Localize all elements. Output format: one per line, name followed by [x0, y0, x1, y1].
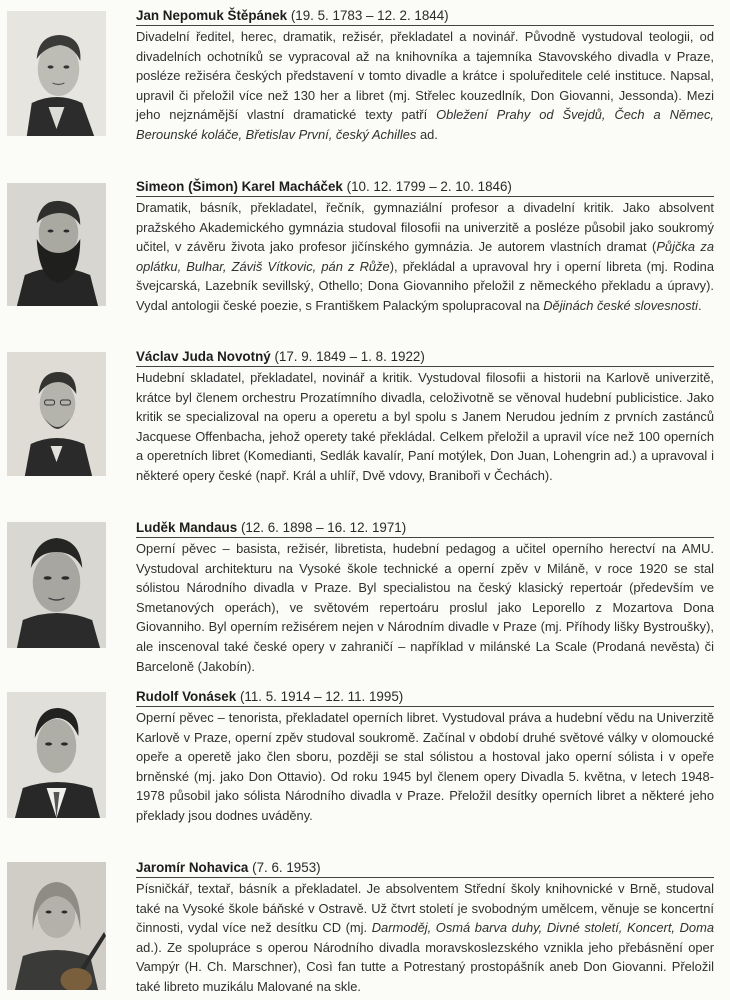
portrait-machacek	[7, 183, 106, 306]
italic-title-run: Půjčka za oplátku, Bulhar, Záviš Vítkovic, pán z Růže	[136, 239, 715, 274]
portrait-vonasek	[7, 692, 106, 818]
life-dates: (7. 6. 1953)	[252, 860, 321, 875]
life-dates: (19. 5. 1783 – 12. 2. 1844)	[290, 8, 449, 23]
bio-text-run: Hudební skladatel, překladatel, novinář a kritik. Vystudoval filosofii a historii na Karlově univerzitě, krátce byl členem orchestru Prozatímního divadla, celoživotně se věnoval hudební publicistice. Jako kritik se specializoval na operu a operetu a byl spolu s Janem Nerudou jedním z prvních zastánců Jacquese Offenbacha, jehož operety také překládal. Celkem přeložil a upravil více než 100 operních a operetních libret (Komedianti, Sedlák kavalír, Paní motýlek, Don Juan, Lohengrin ad.) a upravoval i některé opery české (např. Král a uhlíř, Dvě vdovy, Braniboři v Čechách).	[136, 370, 714, 483]
person-name: Luděk Mandaus	[136, 520, 238, 535]
entry-heading	[136, 519, 714, 538]
portrait-nohavica	[7, 862, 106, 990]
biography	[136, 368, 714, 486]
portrait-mandaus	[7, 522, 106, 648]
italic-title-run: Obležení Prahy od Švejdů, Čech a Němec, Berounské koláče, Břetislav První, český Achilles	[136, 107, 714, 142]
italic-title-run: Dějinách české slovesnosti	[543, 297, 698, 313]
entry-heading	[136, 178, 714, 197]
entry-heading	[136, 859, 714, 878]
bio-text-run: Operní pěvec – basista, režisér, libretista, hudební pedagog a učitel operního herectví na AMU. Vystudoval architekturu na Vysoké škole technické a operní zpěv v Miláně, v roce 1920 se stal sólistou Národního divadla v Praze. Byl specialistou na český klasický repertoár (především ve Smetanových operách), ve světovém repertoáru proslul jako Leporello z Mozartova Dona Giovanniho. Byl operním režisérem nejen v Národním divadle v Praze (mj. Příhody lišky Bystroušky), ale inscenoval také české opery v zahraničí – například v milánské La Scale (Prodaná nevěsta) či Barceloně (Jakobín).	[136, 541, 714, 674]
portrait-novotny	[7, 352, 106, 476]
bio-text-run: Divadelní ředitel, herec, dramatik, režisér, překladatel a novinář. Původně vystudoval teologii, od divadelních ochotníků se vypracoval až na knihovníka a tajemníka Stavovského divadla v Praze, posléze režiséra českých představení v tomto divadle a krátce i spoluředitele celé instituce. Napsal, upravil či přeložil více než 130 her a libret (mj. Střelec kouzedlník, Don Giovanni, Jessonda). Mezi jeho nejznámější vlastní dramatické texty patří	[136, 29, 714, 123]
person-name: Simeon (Šimon) Karel Macháček	[136, 179, 343, 194]
biography	[136, 708, 714, 826]
italic-title-run: Darmoděj, Osmá barva duhy, Divné století, Koncert, Doma	[371, 920, 714, 936]
biography	[136, 27, 714, 145]
person-name: Václav Juda Novotný	[136, 349, 271, 364]
entry-heading	[136, 7, 714, 26]
bio-text-run: ), překládal a upravoval hry i operní libreta (mj. Rodina švejcarská, Lazebník sevillský, Othello; Dona Giovanniho přeložil z německého překladu a úpravy). Vydal antologii české poezie, s Františkem Palackým spolupracoval na	[136, 258, 714, 313]
life-dates: (12. 6. 1898 – 16. 12. 1971)	[240, 520, 407, 535]
entry-heading	[136, 688, 714, 707]
person-name: Jaromír Nohavica	[136, 860, 249, 875]
biography	[136, 198, 714, 316]
bio-text-run: Dramatik, básník, překladatel, řečník, gymnaziální profesor a divadelní kritik. Jako absolvent pražského Akademického gymnázia studoval filosofii na univerzitě a posléze působil jako soukromý učitel, v závěru života jako profesor jičínského gymnázia. Je autorem vlastních dramat (	[136, 200, 714, 255]
portrait-stepanek	[7, 11, 106, 136]
biography	[136, 879, 714, 997]
life-dates: (11. 5. 1914 – 12. 11. 1995)	[239, 689, 404, 704]
person-name: Jan Nepomuk Štěpánek	[136, 8, 288, 23]
person-name: Rudolf Vonásek	[136, 689, 237, 704]
bio-text-run: ad.	[416, 126, 438, 142]
bio-text-run: .	[697, 297, 702, 313]
life-dates: (17. 9. 1849 – 1. 8. 1922)	[274, 349, 425, 364]
biography	[136, 539, 714, 676]
bio-text-run: Písničkář, textař, básník a překladatel. Je absolventem Střední školy knihovnické v Brně, studoval také na Vysoké škole báňské v Ostravě. Už čtvrt století je svobodným umělcem, věnuje se koncertní činnosti, vydal více než desítku CD (mj.	[136, 881, 714, 936]
life-dates: (10. 12. 1799 – 2. 10. 1846)	[346, 179, 512, 194]
bio-text-run: ad.). Ze spolupráce s operou Národního divadla moravskoslezského vznikla jeho přebásnění oper Vampýr (H. Ch. Marschner), Così fan tutte a Potrestaný prostopášník aneb Don Giovanni. Přeložil také libreto muzikálu Malované na skle.	[136, 939, 714, 994]
entry-heading	[136, 348, 714, 367]
bio-text-run: Operní pěvec – tenorista, překladatel operních libret. Vystudoval práva a hudební vědu na Univerzitě Karlově v Praze, operní zpěv studoval soukromě. Začínal v období druhé světové války v olomoucké opeře a operetě jako člen sboru, později se stal sólistou a hostoval jako operní sólista i v opeře brněnské (mj. jako Don Ottavio). Od roku 1945 byl členem opery Divadla 5. května, v letech 1948-1978 působil jako sólista Národního divadla v Praze. Přeložil desítky operních libret a některé jeho překlady jsou dodnes uváděny.	[136, 710, 714, 823]
